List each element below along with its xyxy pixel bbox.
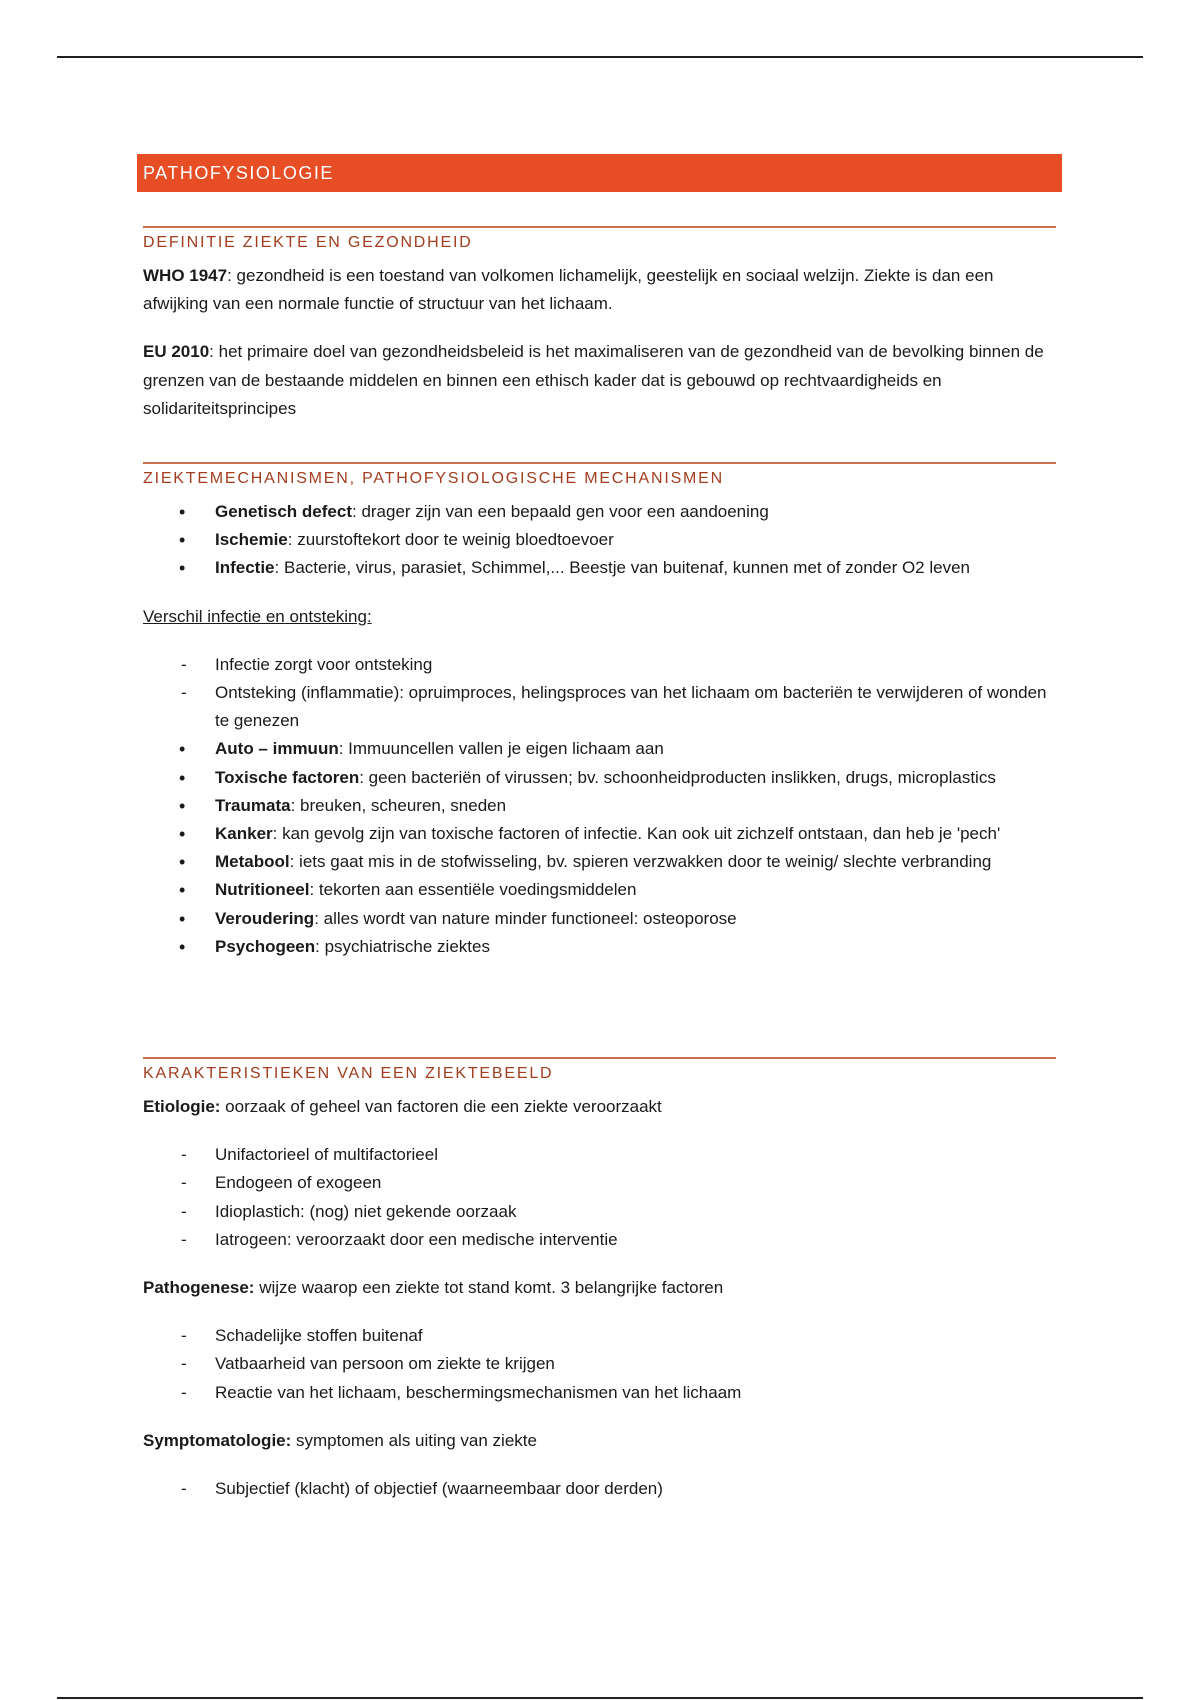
list-item: - Subjectief (klacht) of objectief (waarneembaar door derden) [143,1475,1056,1503]
item-text: : Bacterie, virus, parasiet, Schimmel,... Beestje van buitenaf, kunnen met of zonder O2 leven [274,558,970,578]
document-title: PATHOFYSIOLOGIE [137,154,1062,192]
item-term: Genetisch defect [215,502,352,521]
page-footer-rule [57,1697,1143,1699]
item-text: : iets gaat mis in de stofwisseling, bv. spieren verzwakken door te weinig/ slechte verbranding [289,852,992,872]
item-text: : breuken, scheuren, sneden [290,795,507,815]
who-label: WHO 1947 [143,266,228,285]
section-rule [143,1057,1056,1059]
list-item: - Unifactorieel of multifactorieel [143,1141,1056,1169]
who-text: : gezondheid is een toestand van volkomen lichamelijk, geestelijk en sociaal welzijn. Ziekte is dan een afwijking van een normale functie of structuur van het lichaam. [143,266,994,314]
list-item: - Vatbaarheid van persoon om ziekte te krijgen [143,1350,1056,1378]
pathogenese-text: wijze waarop een ziekte tot stand komt. 3 belangrijke factoren [254,1278,724,1298]
etiologie-list [143,1141,1056,1254]
page-header-rule [57,56,1143,58]
section-rule [143,462,1056,464]
item-term: Ischemie [215,530,288,550]
list-item [143,764,1056,792]
verschil-heading: Verschil infectie en ontsteking: [143,606,372,626]
list-item [143,933,1056,961]
item-text: : tekorten aan essentiële voedingsmiddelen [309,880,637,900]
list-item [143,905,1056,933]
list-item: - Idioplastich: (nog) niet gekende oorzaak [143,1198,1056,1226]
list-item: - Endogeen of exogeen [143,1169,1056,1197]
item-term: Auto – immuun [215,739,339,759]
item-term: Traumata [215,795,291,815]
item-term: Kanker [215,824,273,844]
list-item [143,820,1056,848]
list-item: - Schadelijke stoffen buitenaf [143,1322,1056,1350]
section-definitie [143,226,1056,423]
symptomatologie-label: Symptomatologie: [143,1430,292,1450]
item-term: Infectie [215,558,275,578]
etiologie-label: Etiologie: [143,1097,221,1116]
who-paragraph [143,262,1056,318]
etiologie-paragraph [143,1093,1056,1121]
pathogenese-label: Pathogenese: [143,1278,255,1298]
symptomatologie-paragraph [143,1427,1056,1455]
item-text: : zuurstoftekort door te weinig bloedtoevoer [287,530,614,550]
section-karakteristieken [143,1057,1056,1503]
item-text: : alles wordt van nature minder functioneel: osteoporose [314,908,737,928]
list-item: - Ontsteking (inflammatie): opruimproces, helingsproces van het lichaam om bacteriën te verwijderen of wonden te genezen [143,679,1056,735]
list-item [143,735,1056,763]
list-item [143,498,1056,526]
eu-label: EU 2010 [143,342,210,362]
etiologie-text: oorzaak of geheel van factoren die een ziekte veroorzaakt [220,1097,662,1116]
symptomatologie-text: symptomen als uiting van ziekte [291,1430,537,1450]
item-term: Veroudering [215,908,315,928]
item-term: Toxische factoren [215,767,360,787]
section-heading: ZIEKTEMECHANISMEN, PATHOFYSIOLOGISCHE MECHANISMEN [143,470,724,487]
item-term: Psychogeen [215,936,316,956]
section-rule [143,226,1056,228]
pathogenese-paragraph [143,1274,1056,1302]
item-text: : geen bacteriën of virussen; bv. schoonheidproducten inslikken, drugs, microplastics [359,767,996,787]
list-item: - Reactie van het lichaam, beschermingsmechanismen van het lichaam [143,1379,1056,1407]
list-item [143,876,1056,904]
item-text: : kan gevolg zijn van toxische factoren of infectie. Kan ook uit zichzelf ontstaan, dan heb je 'pech' [272,824,1001,844]
eu-paragraph [143,338,1056,423]
list-item [143,848,1056,876]
eu-text: : het primaire doel van gezondheidsbeleid is het maximaliseren van de gezondheid van de bevolking binnen de grenzen van de bestaande middelen en binnen een ethisch kader dat is gebouwd op rechtvaardigheids en solidariteitsprincipes [143,342,1044,418]
list-item [143,792,1056,820]
mechanism-list-continued [143,651,1056,961]
section-mechanismen [143,462,1056,961]
item-term: Nutritioneel [215,880,310,900]
section-heading: KARAKTERISTIEKEN VAN EEN ZIEKTEBEELD [143,1065,554,1082]
section-heading: DEFINITIE ZIEKTE EN GEZONDHEID [143,234,473,251]
item-text: : drager zijn van een bepaald gen voor een aandoening [352,502,769,521]
list-item [143,554,1056,582]
mechanism-list [143,498,1056,583]
list-item: - Iatrogeen: veroorzaakt door een medische interventie [143,1226,1056,1254]
pathogenese-list [143,1322,1056,1407]
item-term: Metabool [215,852,290,872]
list-item [143,526,1056,554]
item-text: : Immuuncellen vallen je eigen lichaam aan [338,739,664,759]
list-item: - Infectie zorgt voor ontsteking [143,651,1056,679]
symptomatologie-list [143,1475,1056,1503]
item-text: : psychiatrische ziektes [315,936,490,956]
